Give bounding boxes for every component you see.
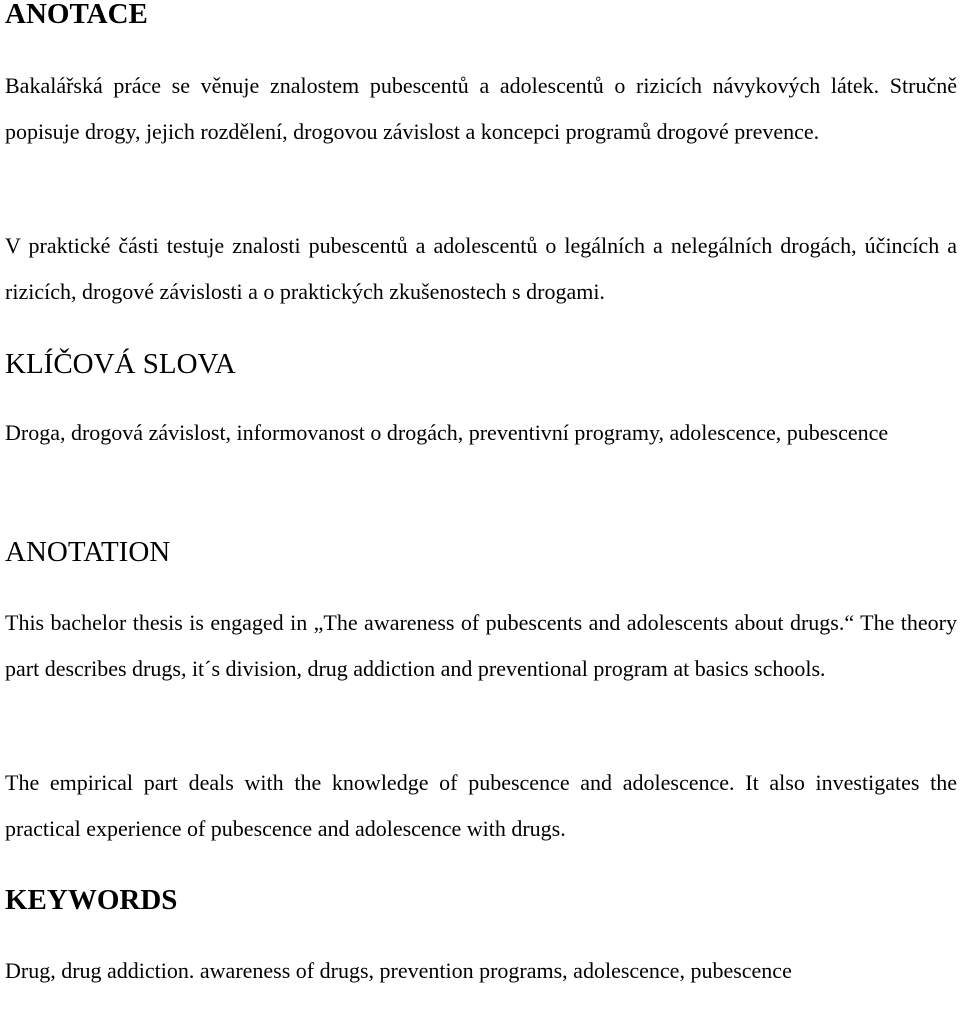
heading-keywords: KEYWORDS xyxy=(5,884,178,916)
anotace-paragraph-1: Bakalářská práce se věnuje znalostem pubescentů a adolescentů o rizicích návykových látek. Stručně popisuje drogy, jejich rozdělení, drogovou závislost a koncepci programů drogové prevence. xyxy=(5,73,957,144)
heading-anotace: ANOTACE xyxy=(5,0,148,30)
anotace-paragraph-2: V praktické části testuje znalosti pubescentů a adolescentů o legálních a nelegálních drogách, účincích a rizicích, drogové závislosti a o praktických zkušenostech s drogami. xyxy=(5,233,957,304)
klicova-slova-paragraph: Droga, drogová závislost, informovanost o drogách, preventivní programy, adolescence, pubescence xyxy=(5,420,889,445)
anotation-paragraph-2: The empirical part deals with the knowledge of pubescence and adolescence. It also investigates the practical experience of pubescence and adolescence with drugs. xyxy=(5,770,957,841)
heading-anotation: ANOTATION xyxy=(5,536,171,568)
heading-klicova-slova: KLÍČOVÁ SLOVA xyxy=(5,348,236,380)
anotation-paragraph-1: This bachelor thesis is engaged in „The awareness of pubescents and adolescents about drugs.“ The theory part describes drugs, it´s division, drug addiction and preventional program at basics schools. xyxy=(5,610,957,681)
keywords-paragraph: Drug, drug addiction. awareness of drugs, prevention programs, adolescence, pubescence xyxy=(5,958,792,983)
